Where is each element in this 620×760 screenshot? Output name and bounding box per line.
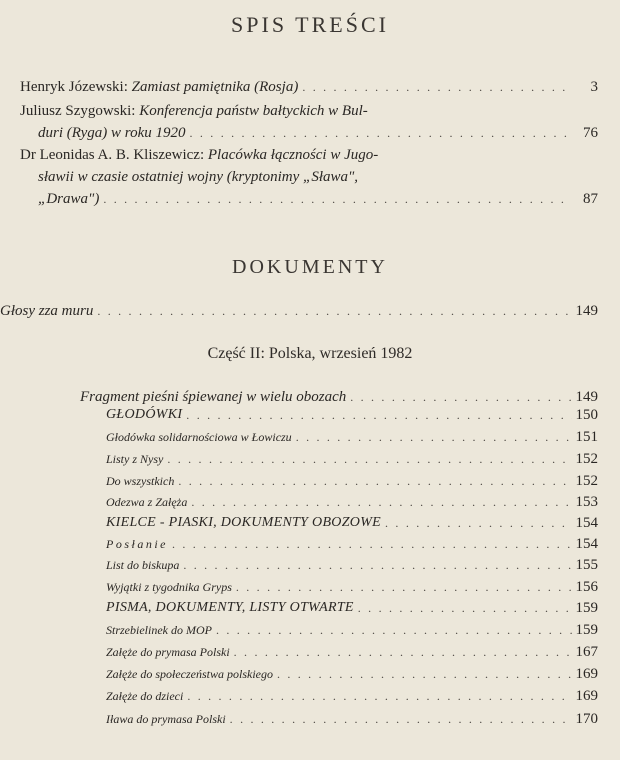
- toc-subentry[interactable]: [106, 428, 598, 446]
- toc-entry-line[interactable]: [20, 146, 378, 164]
- dot-leader: [97, 302, 571, 320]
- entry-title: PISMA, DOKUMENTY, LISTY OTWARTE: [106, 600, 354, 615]
- dot-leader: [172, 535, 572, 553]
- entry-title: Do wszystkich: [106, 474, 175, 488]
- entry-title: Głodówka solidarnościowa w Łowiczu: [106, 430, 292, 444]
- toc-subentry[interactable]: [106, 556, 598, 574]
- entry-title-line1: Placówka łączności w Jugo-: [207, 147, 379, 163]
- toc-subentry[interactable]: [106, 643, 598, 661]
- toc-entry[interactable]: [20, 78, 598, 96]
- toc-subentry[interactable]: [106, 450, 598, 468]
- page-number: 169: [575, 688, 598, 704]
- toc-subentry[interactable]: [106, 687, 598, 705]
- page-number: 154: [575, 515, 598, 531]
- dot-leader: [216, 621, 572, 639]
- dot-leader: [296, 428, 572, 446]
- entry-title: Odezwa z Załęża: [106, 495, 188, 509]
- dot-leader: [187, 687, 571, 705]
- toc-subentry[interactable]: [106, 472, 598, 490]
- entry-title: Strzebielinek do MOP: [106, 623, 212, 637]
- entry-title: List do biskupa: [106, 558, 180, 572]
- dot-leader: [350, 388, 571, 406]
- toc-subentry[interactable]: [106, 406, 598, 424]
- page-number: 149: [575, 303, 598, 319]
- entry-title: Załęże do społeczeństwa polskiego: [106, 667, 273, 681]
- part-title: Część II: Polska, wrzesień 1982: [207, 345, 413, 362]
- dot-leader: [358, 599, 572, 617]
- entry-author: Henryk Józewski:: [20, 79, 128, 95]
- entry-title: Iława do prymasa Polski: [106, 712, 226, 726]
- entry-title-line2: sławii w czasie ostatniej wojny (kryptonimy „Sława",: [38, 169, 359, 185]
- entry-title-line3: „Drawa"): [38, 191, 100, 207]
- dot-leader: [167, 450, 571, 468]
- dot-leader: [236, 578, 572, 596]
- page-number: 149: [575, 389, 598, 405]
- toc-subentry[interactable]: [106, 710, 598, 728]
- page-number: 151: [575, 429, 598, 445]
- toc-entry-line[interactable]: [38, 168, 358, 186]
- page-number: 156: [575, 579, 598, 595]
- entry-title: Zamiast pamiętnika (Rosja): [131, 79, 299, 95]
- entry-title-line2: duri (Ryga) w roku 1920: [38, 125, 186, 141]
- toc-entry[interactable]: [38, 124, 598, 142]
- page-number: 159: [575, 622, 598, 638]
- dot-leader: [186, 406, 571, 424]
- entry-title: KIELCE - PIASKI, DOKUMENTY OBOZOWE: [106, 515, 382, 530]
- toc-entry[interactable]: [80, 388, 598, 406]
- entry-title: Wyjątki z tygodnika Gryps: [106, 580, 232, 594]
- dot-leader: [277, 665, 572, 683]
- dot-leader: [230, 710, 572, 728]
- page-number: 170: [575, 711, 598, 727]
- toc-subentry[interactable]: [106, 621, 598, 639]
- toc-entry-line[interactable]: [20, 102, 368, 120]
- dot-leader: [234, 643, 572, 661]
- page-number: 152: [575, 473, 598, 489]
- dot-leader: [178, 472, 571, 490]
- toc-subentry[interactable]: [106, 599, 598, 617]
- toc-heading: SPIS TREŚCI: [231, 12, 389, 37]
- entry-title: Załęże do dzieci: [106, 689, 184, 703]
- page-number: 87: [583, 191, 598, 207]
- toc-subentry[interactable]: [106, 535, 598, 553]
- entry-title: Fragment pieśni śpiewanej w wielu obozach: [80, 389, 347, 405]
- documents-heading: DOKUMENTY: [232, 256, 388, 278]
- page-number: 159: [575, 600, 598, 616]
- dot-leader: [103, 190, 572, 208]
- entry-title: Listy z Nysy: [106, 452, 164, 466]
- dot-leader: [183, 556, 571, 574]
- dot-leader: [191, 493, 571, 511]
- entry-author: Juliusz Szygowski:: [20, 103, 136, 119]
- page-number: 167: [575, 644, 598, 660]
- dot-leader: [190, 124, 573, 142]
- page-number: 169: [575, 666, 598, 682]
- toc-subentry[interactable]: [106, 514, 598, 532]
- dot-leader: [385, 514, 571, 532]
- page-number: 153: [575, 494, 598, 510]
- page-number: 152: [575, 451, 598, 467]
- toc-subentry[interactable]: [106, 493, 598, 511]
- page-number: 76: [583, 125, 598, 141]
- page-number: 154: [575, 536, 598, 552]
- dot-leader: [302, 78, 572, 96]
- entry-title: Głosy zza muru: [0, 303, 94, 319]
- page-number: 3: [590, 79, 598, 95]
- toc-subentry[interactable]: [106, 578, 598, 596]
- page-number: 150: [575, 407, 598, 423]
- entry-title: Posłanie: [106, 537, 168, 551]
- toc-entry[interactable]: [38, 190, 598, 208]
- entry-author: Dr Leonidas A. B. Kliszewicz:: [20, 147, 205, 163]
- toc-entry[interactable]: [0, 302, 598, 320]
- page-number: 155: [575, 557, 598, 573]
- entry-title: Załęże do prymasa Polski: [106, 645, 230, 659]
- entry-title-line1: Konferencja państw bałtyckich w Bul-: [139, 103, 368, 119]
- toc-subentry[interactable]: [106, 665, 598, 683]
- entry-title: GŁODÓWKI: [106, 407, 183, 422]
